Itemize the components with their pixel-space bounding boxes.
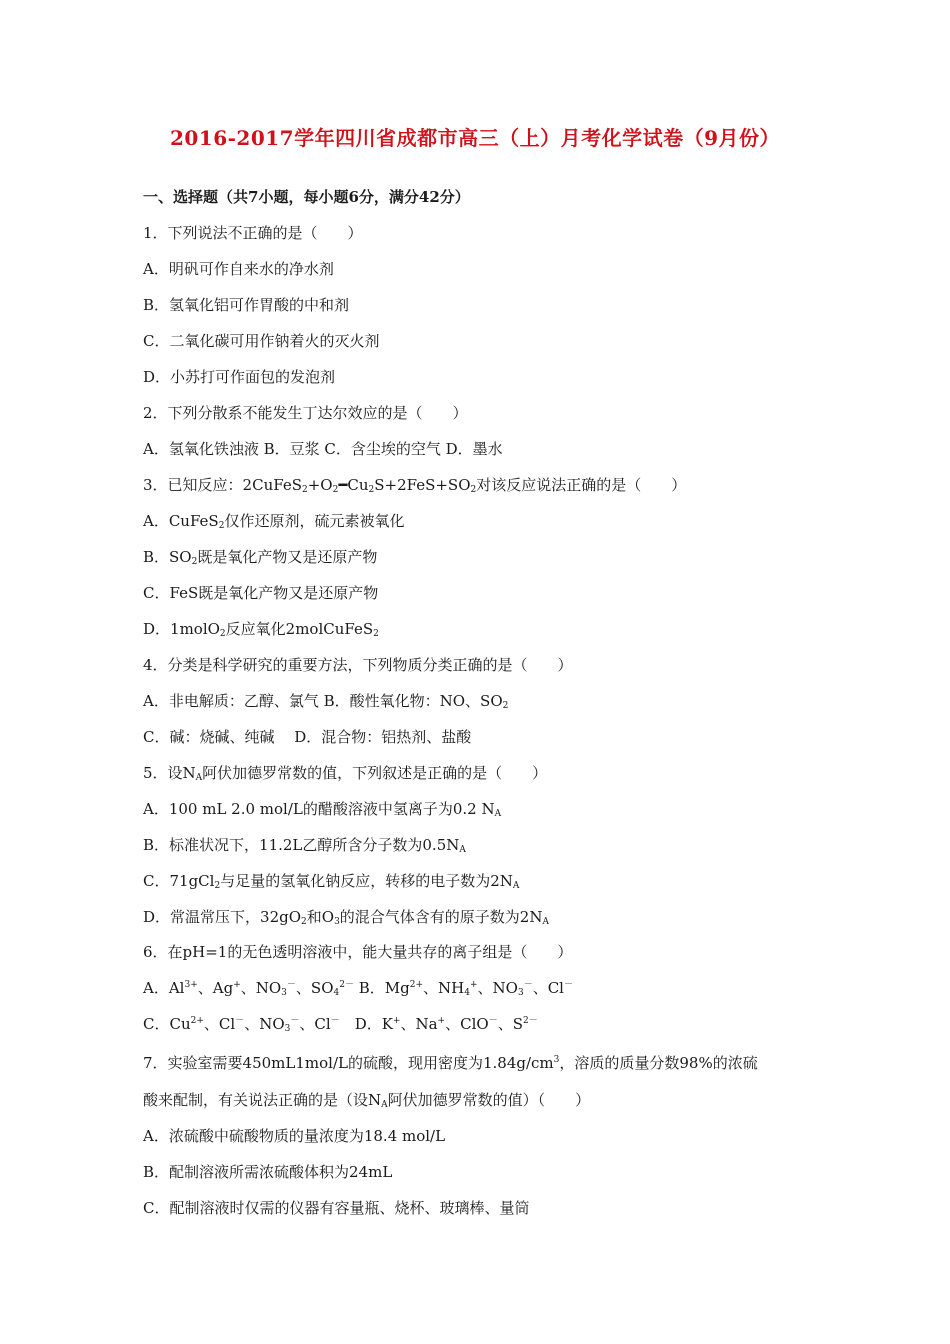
text-line: A．CuFeS$_2$仅作还原剂，硫元素被氧化 xyxy=(143,512,405,531)
text-line: D．1molO$_2$反应氧化2molCuFeS$_2$ xyxy=(143,620,379,639)
text-line: 2．下列分散系不能发生丁达尔效应的是（ ） xyxy=(143,404,468,422)
text-line: A．100 mL 2.0 mol/L的醋酸溶液中氢离子为0.2 $N_A$ xyxy=(143,800,502,819)
text-line: 5．设$N_A$阿伏加德罗常数的值，下列叙述是正确的是（ ） xyxy=(143,764,548,783)
text-line: A．浓硫酸中硫酸物质的量浓度为18.4 mol/L xyxy=(143,1127,446,1145)
text-line: C．配制溶液时仅需的仪器有容量瓶、烧杯、玻璃棒、量筒 xyxy=(143,1199,530,1217)
text-line: C．二氧化碳可用作钠着火的灭火剂 xyxy=(143,332,380,350)
text-line: 1．下列说法不正确的是（ ） xyxy=(143,224,363,242)
text-line: B．$SO_2$既是氧化产物又是还原产物 xyxy=(143,548,378,567)
text-line: C．碱：烧碱、纯碱 D．混合物：铝热剂、盐酸 xyxy=(143,728,472,746)
text-line: B．标准状况下，11.2L乙醇所含分子数为$0.5N_A$ xyxy=(143,836,466,855)
text-line: 4．分类是科学研究的重要方法，下列物质分类正确的是（ ） xyxy=(143,656,573,674)
text-line: B．氢氧化铝可作胃酸的中和剂 xyxy=(143,296,350,314)
text-line: 酸来配制，有关说法正确的是（设$N_A$阿伏加德罗常数的值）（ ） xyxy=(143,1091,591,1110)
text-line: 7．实验室需要450mL1mol/L的硫酸，现用密度为$1.84g/cm^3$，溶质的质量分数98%的浓硫 xyxy=(143,1054,758,1072)
page-title: 2016-2017学年四川省成都市高三（上）月考化学试卷（9月份） xyxy=(169,126,781,150)
text-line: A．$Al^{3+}$、Ag+、$NO_3^-$、$SO_4^{2-}$ B．$Mg^{2+}$、$NH_4^+$、$NO_3^-$、Cl－ xyxy=(143,979,573,998)
section-heading: 一、选择题（共7小题，每小题6分，满分42分） xyxy=(143,188,470,206)
text-line: C．$Cu^{2+}$、Cl－、$NO_3^-$、Cl－ D．K+、Na+、ClO－、$S^{2-}$ xyxy=(143,1015,538,1034)
text-line: A．非电解质：乙醇、氯气 B．酸性氧化物：NO、$SO_2$ xyxy=(143,692,509,711)
text-line: B．配制溶液所需浓硫酸体积为24mL xyxy=(143,1163,393,1181)
text-line: A．明矾可作自来水的净水剂 xyxy=(143,260,334,278)
text-line: 3．已知反应：$2CuFeS_2+O_2━Cu_2S+2FeS+SO_2$对该反应说法正确的是（ ） xyxy=(143,476,687,495)
text-line: C．71gCl$_2$与足量的氢氧化钠反应，转移的电子数为$2N_A$ xyxy=(143,872,520,891)
text-line: C．FeS既是氧化产物又是还原产物 xyxy=(143,584,379,602)
text-line: D．常温常压下，$32gO_2$和$O_3$的混合气体含有的原子数为$2N_A$ xyxy=(143,908,549,927)
text-line: 6．在pH=1的无色透明溶液中，能大量共存的离子组是（ ） xyxy=(143,943,573,961)
text-line: A．氢氧化铁浊液 B．豆浆 C．含尘埃的空气 D．墨水 xyxy=(143,440,503,458)
text-line: D．小苏打可作面包的发泡剂 xyxy=(143,368,336,386)
